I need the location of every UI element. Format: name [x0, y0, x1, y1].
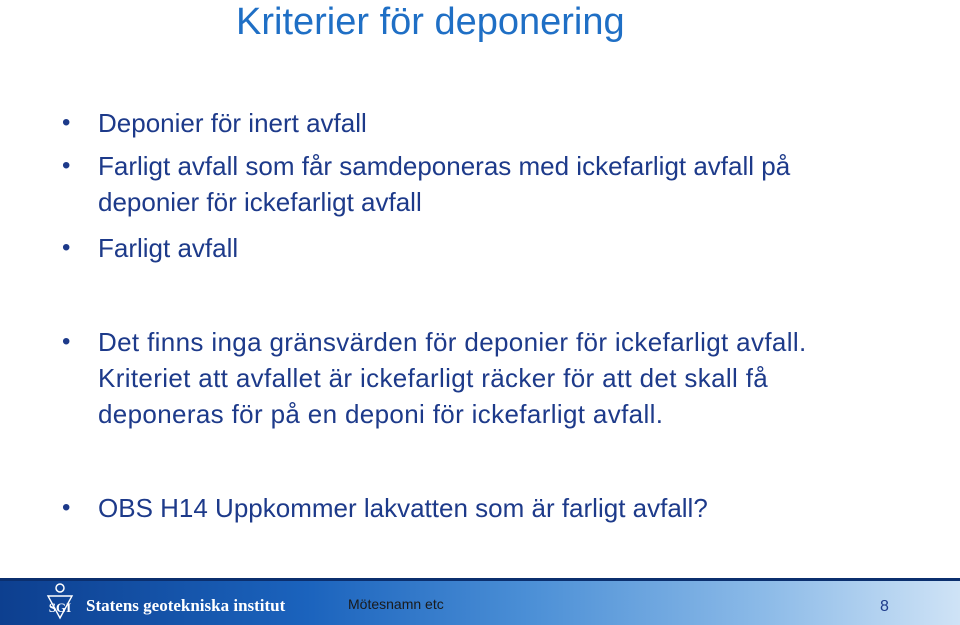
- bullet-text: Farligt avfall som får samdeponeras med ickefarligt avfall på deponier för ickefarligt avfall: [98, 151, 791, 217]
- bullet-item: [98, 105, 898, 141]
- sgi-logo-icon: [40, 582, 80, 622]
- page-number: 8: [880, 598, 889, 615]
- bullet-text: Det finns inga gränsvärden för deponier för ickefarligt avfall. Kriteriet att avfallet är ickefarligt räcker för att det skall få deponeras för på en deponi för ickefarligt avfall.: [98, 327, 807, 429]
- bullet-text: Deponier för inert avfall: [98, 108, 367, 138]
- meeting-name: Mötesnamn etc: [348, 596, 444, 612]
- bullet-item: [98, 148, 898, 220]
- logo-lettering: SGI: [48, 600, 72, 615]
- bullet-text: Farligt avfall: [98, 233, 239, 263]
- slide-title: Kriterier för deponering: [236, 1, 625, 43]
- bullet-text: OBS H14 Uppkommer lakvatten som är farligt avfall?: [98, 493, 708, 523]
- organization-name: Statens geotekniska institut: [86, 596, 286, 615]
- bullet-item: [98, 324, 888, 432]
- footer-divider: [0, 578, 960, 581]
- bullet-item: [98, 230, 898, 266]
- bullet-item: [98, 490, 898, 526]
